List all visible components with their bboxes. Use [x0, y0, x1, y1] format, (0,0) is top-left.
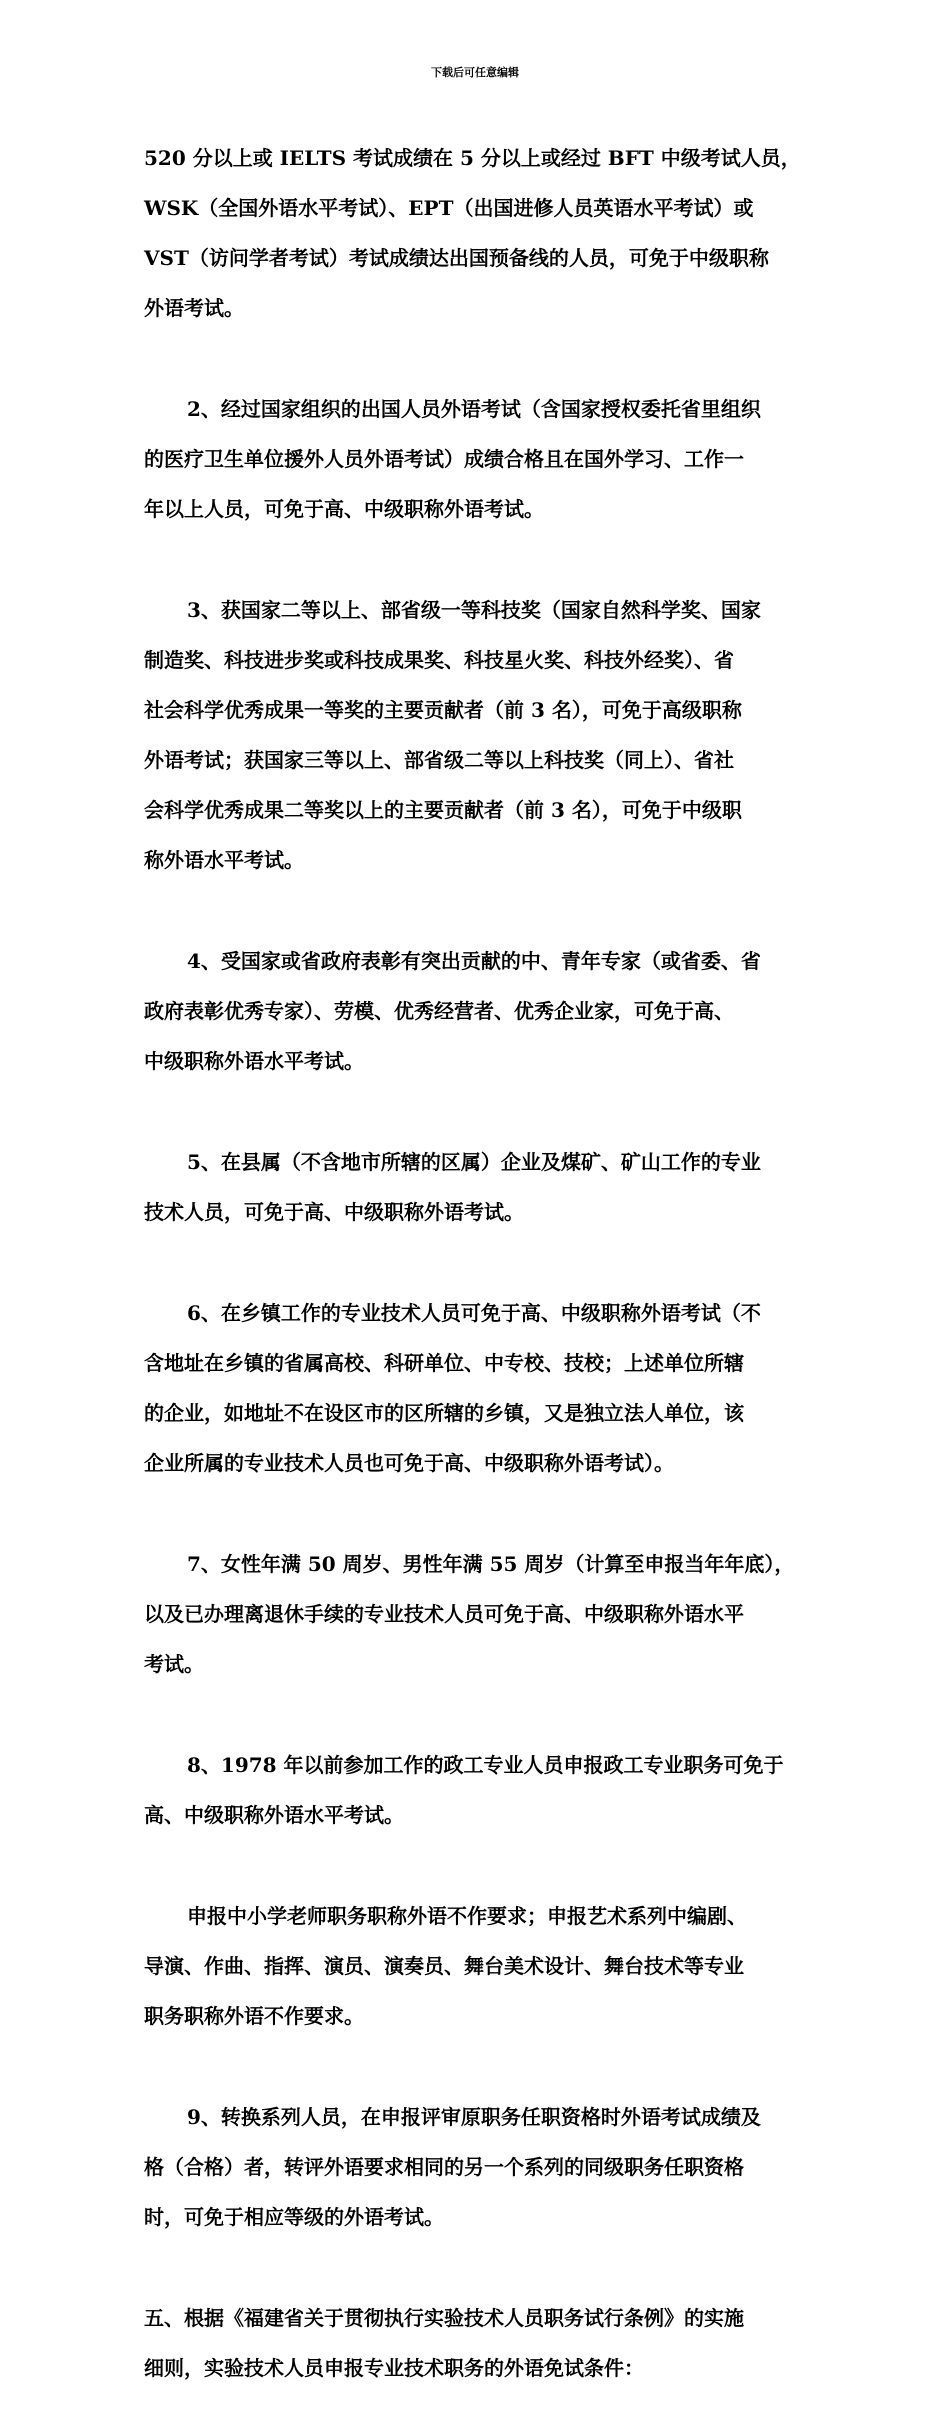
text-line: 8、1978 年以前参加工作的政工专业人员申报政工专业职务可免于: [187, 1753, 784, 1777]
paragraph: [144, 1879, 812, 2054]
text-line: 7、女性年满 50 周岁、男性年满 55 周岁（计算至申报当年年底），: [187, 1552, 795, 1576]
text-line: 5、在县属（不含地市所辖的区属）企业及煤矿、矿山工作的专业: [187, 1150, 761, 1174]
text-line: 520 分以上或 IELTS 考试成绩在 5 分以上或经过 BFT 中级考试人员，: [144, 146, 801, 170]
text-line: VST（访问学者考试）考试成绩达出国预备线的人员，可免于中级职称: [144, 246, 769, 270]
text-line: 企业所属的专业技术人员也可免于高、中级职称外语考试）。: [144, 1451, 674, 1475]
paragraph: [144, 924, 812, 1099]
paragraph: [144, 1125, 812, 1250]
text-line: 会科学优秀成果二等奖以上的主要贡献者（前 3 名），可免于中级职: [144, 798, 742, 822]
text-line: 的医疗卫生单位援外人员外语考试）成绩合格且在国外学习、工作一: [144, 447, 744, 471]
paragraph: [144, 573, 812, 898]
text-line: 外语考试；获国家三等以上、部省级二等以上科技奖（同上）、省社: [144, 748, 734, 772]
text-line: 政府表彰优秀专家）、劳模、优秀经营者、优秀企业家，可免于高、: [144, 999, 734, 1023]
text-line: 年以上人员，可免于高、中级职称外语考试。: [144, 497, 544, 521]
paragraph: [144, 1527, 812, 1702]
text-line: 外语考试。: [144, 296, 244, 320]
section-heading-paragraph: [144, 2281, 812, 2406]
text-line: 的企业，如地址不在设区市的区所辖的乡镇，又是独立法人单位，该: [144, 1401, 744, 1425]
text-line: 时，可免于相应等级的外语考试。: [144, 2205, 444, 2229]
text-line: 申报中小学老师职务职称外语不作要求；申报艺术系列中编剧、: [187, 1904, 747, 1928]
text-line: 2、经过国家组织的出国人员外语考试（含国家授权委托省里组织: [187, 397, 761, 421]
text-line: 细则，实验技术人员申报专业技术职务的外语免试条件：: [144, 2356, 644, 2380]
document-body: [144, 121, 812, 2432]
text-line: 导演、作曲、指挥、演员、演奏员、舞台美术设计、舞台技术等专业: [144, 1954, 744, 1978]
text-line: 3、获国家二等以上、部省级一等科技奖（国家自然科学奖、国家: [187, 598, 761, 622]
text-line: 6、在乡镇工作的专业技术人员可免于高、中级职称外语考试（不: [187, 1301, 761, 1325]
text-line: 以及已办理离退休手续的专业技术人员可免于高、中级职称外语水平: [144, 1602, 744, 1626]
text-line: 技术人员，可免于高、中级职称外语考试。: [144, 1200, 524, 1224]
text-line: 称外语水平考试。: [144, 848, 304, 872]
paragraph: [144, 121, 812, 346]
page-header: 下载后可任意编辑: [431, 66, 519, 79]
text-line: 4、受国家或省政府表彰有突出贡献的中、青年专家（或省委、省: [187, 949, 761, 973]
text-line: 高、中级职称外语水平考试。: [144, 1803, 404, 1827]
paragraph: [144, 2080, 812, 2255]
text-line: 含地址在乡镇的省属高校、科研单位、中专校、技校；上述单位所辖: [144, 1351, 744, 1375]
paragraph: [144, 372, 812, 547]
text-line: 制造奖、科技进步奖或科技成果奖、科技星火奖、科技外经奖）、省: [144, 648, 734, 672]
text-line: 社会科学优秀成果一等奖的主要贡献者（前 3 名），可免于高级职称: [144, 698, 742, 722]
text-line: WSK（全国外语水平考试）、EPT（出国进修人员英语水平考试）或: [144, 196, 754, 220]
paragraph: [144, 1276, 812, 1501]
text-line: 格（合格）者，转评外语要求相同的另一个系列的同级职务任职资格: [144, 2155, 744, 2179]
text-line: 职务职称外语不作要求。: [144, 2004, 364, 2028]
text-line: 中级职称外语水平考试。: [144, 1049, 364, 1073]
text-line: 五、根据《福建省关于贯彻执行实验技术人员职务试行条例》的实施: [144, 2306, 744, 2330]
text-line: 9、转换系列人员，在申报评审原职务任职资格时外语考试成绩及: [187, 2105, 761, 2129]
text-line: 考试。: [144, 1652, 204, 1676]
paragraph: [144, 1728, 812, 1853]
